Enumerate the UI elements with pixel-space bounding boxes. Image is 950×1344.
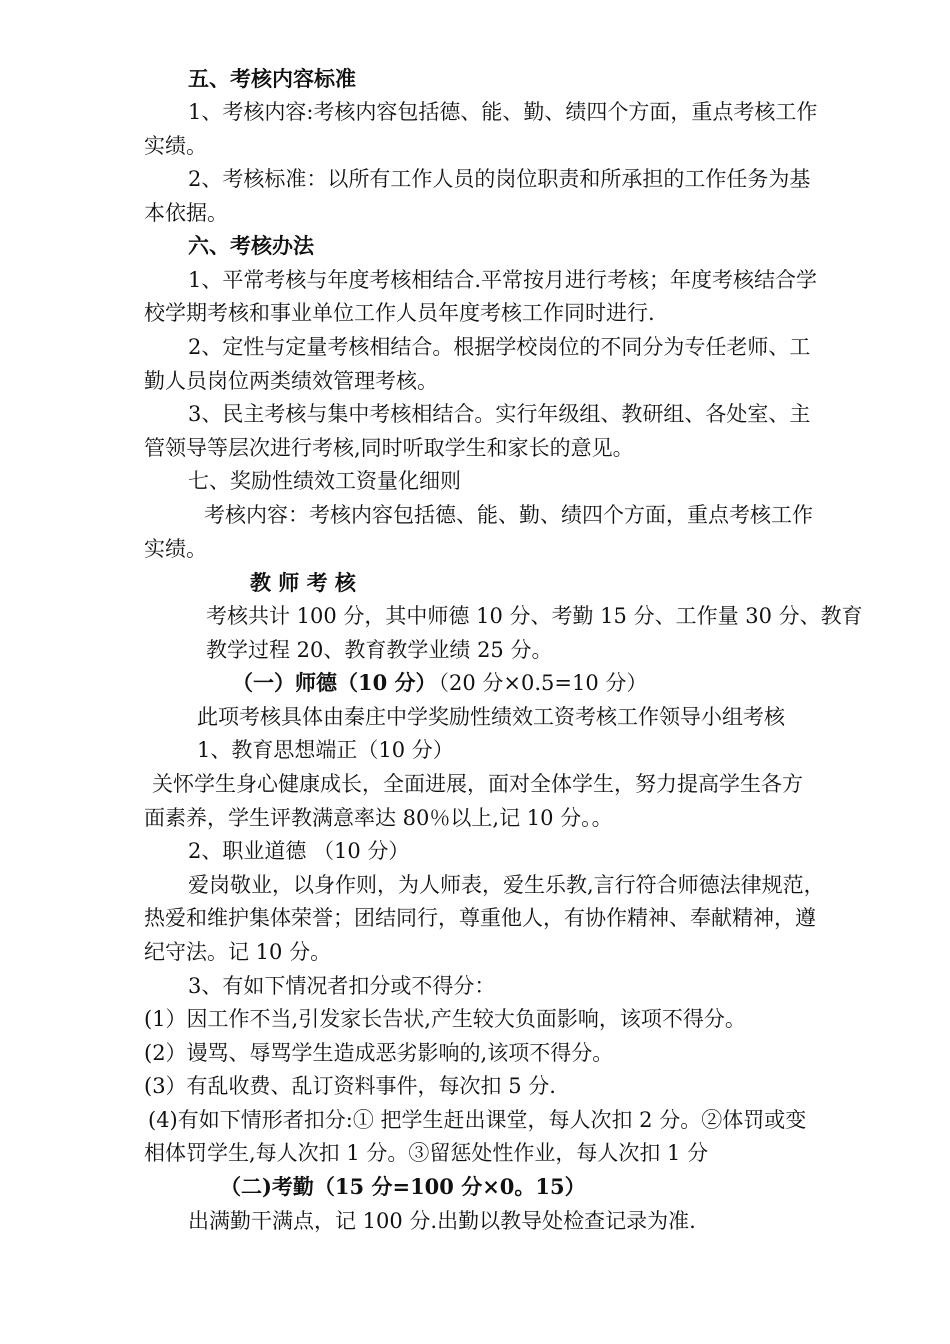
paragraph-line: 1、教育思想端正（10 分） (197, 738, 454, 762)
paragraph-line: 关怀学生身心健康成长，全面进展，面对全体学生，努力提高学生各方 (152, 772, 803, 796)
paragraph-line: 相体罚学生,每人次扣 1 分。③留惩处性作业，每人次扣 1 分 (144, 1141, 709, 1165)
paragraph-line: 2、职业道德 （10 分） (188, 839, 410, 863)
paragraph-line: 2、考核标准：以所有工作人员的岗位职责和所承担的工作任务为基 (188, 167, 811, 191)
paragraph-line: 热爱和维护集体荣誉；团结同行，尊重他人，有协作精神、奉献精神，遵 (144, 906, 816, 930)
paragraph-line: 出满勤干满点，记 100 分.出勤以教导处检查记录为准. (188, 1209, 696, 1233)
section-heading-7: 七、奖励性绩效工资量化细则 (188, 469, 461, 493)
paragraph-line: 爱岗敬业，以身作则，为人师表，爱生乐教,言行符合师德法律规范， (188, 873, 825, 897)
paragraph-line: 此项考核具体由秦庄中学奖励性绩效工资考核工作领导小组考核 (197, 705, 785, 729)
paragraph-line: 教学过程 20、教育教学业绩 25 分。 (206, 638, 553, 662)
item-heading-2: （二)考勤（15 分=100 分×0。15） (220, 1174, 586, 1199)
paragraph-line: 纪守法。记 10 分。 (144, 940, 332, 964)
item-heading-1-note: （20 分×0.5=10 分） (428, 671, 648, 695)
paragraph-line: 3、有如下情况者扣分或不得分： (188, 974, 496, 998)
paragraph-line: 校学期考核和事业单位工作人员年度考核工作同时进行. (144, 301, 655, 325)
paragraph-line: 勤人员岗位两类绩效管理考核。 (144, 369, 438, 393)
paragraph-line: 实绩。 (144, 537, 207, 561)
paragraph-line: 1、考核内容:考核内容包括德、能、勤、绩四个方面，重点考核工作 (188, 100, 818, 124)
paragraph-line: (3）有乱收费、乱订资料事件，每次扣 5 分. (144, 1074, 556, 1098)
paragraph-line: 2、定性与定量考核相结合。根据学校岗位的不同分为专任老师、工 (188, 335, 811, 359)
section-heading-5: 五、考核内容标准 (188, 66, 356, 91)
paragraph-line: 实绩。 (144, 134, 207, 158)
paragraph-line: (2）谩骂、辱骂学生造成恶劣影响的,该项不得分。 (144, 1041, 614, 1065)
paragraph-line: 面素养，学生评教满意率达 80％以上,记 10 分。。 (144, 806, 613, 830)
paragraph-line: 考核共计 100 分，其中师德 10 分、考勤 15 分、工作量 30 分、教育 (206, 604, 863, 628)
paragraph-line: 考核内容：考核内容包括德、能、勤、绩四个方面，重点考核工作 (204, 503, 813, 527)
subsection-title: 教 师 考 核 (250, 570, 356, 595)
paragraph-line: 3、民主考核与集中考核相结合。实行年级组、教研组、各处室、主 (188, 402, 811, 426)
paragraph-line: 本依据。 (144, 201, 228, 225)
paragraph-line: (4)有如下情形者扣分:① 把学生赶出课堂，每人次扣 2 分。②体罚或变 (148, 1108, 807, 1132)
paragraph-line: (1）因工作不当,引发家长告状,产生较大负面影响，该项不得分。 (144, 1007, 746, 1031)
paragraph-line: 1、平常考核与年度考核相结合.平常按月进行考核；年度考核结合学 (188, 268, 818, 292)
section-heading-6: 六、考核办法 (188, 233, 314, 258)
item-heading-1: （一）师德（10 分） (232, 670, 437, 695)
paragraph-line: 管领导等层次进行考核,同时听取学生和家长的意见。 (144, 436, 634, 460)
